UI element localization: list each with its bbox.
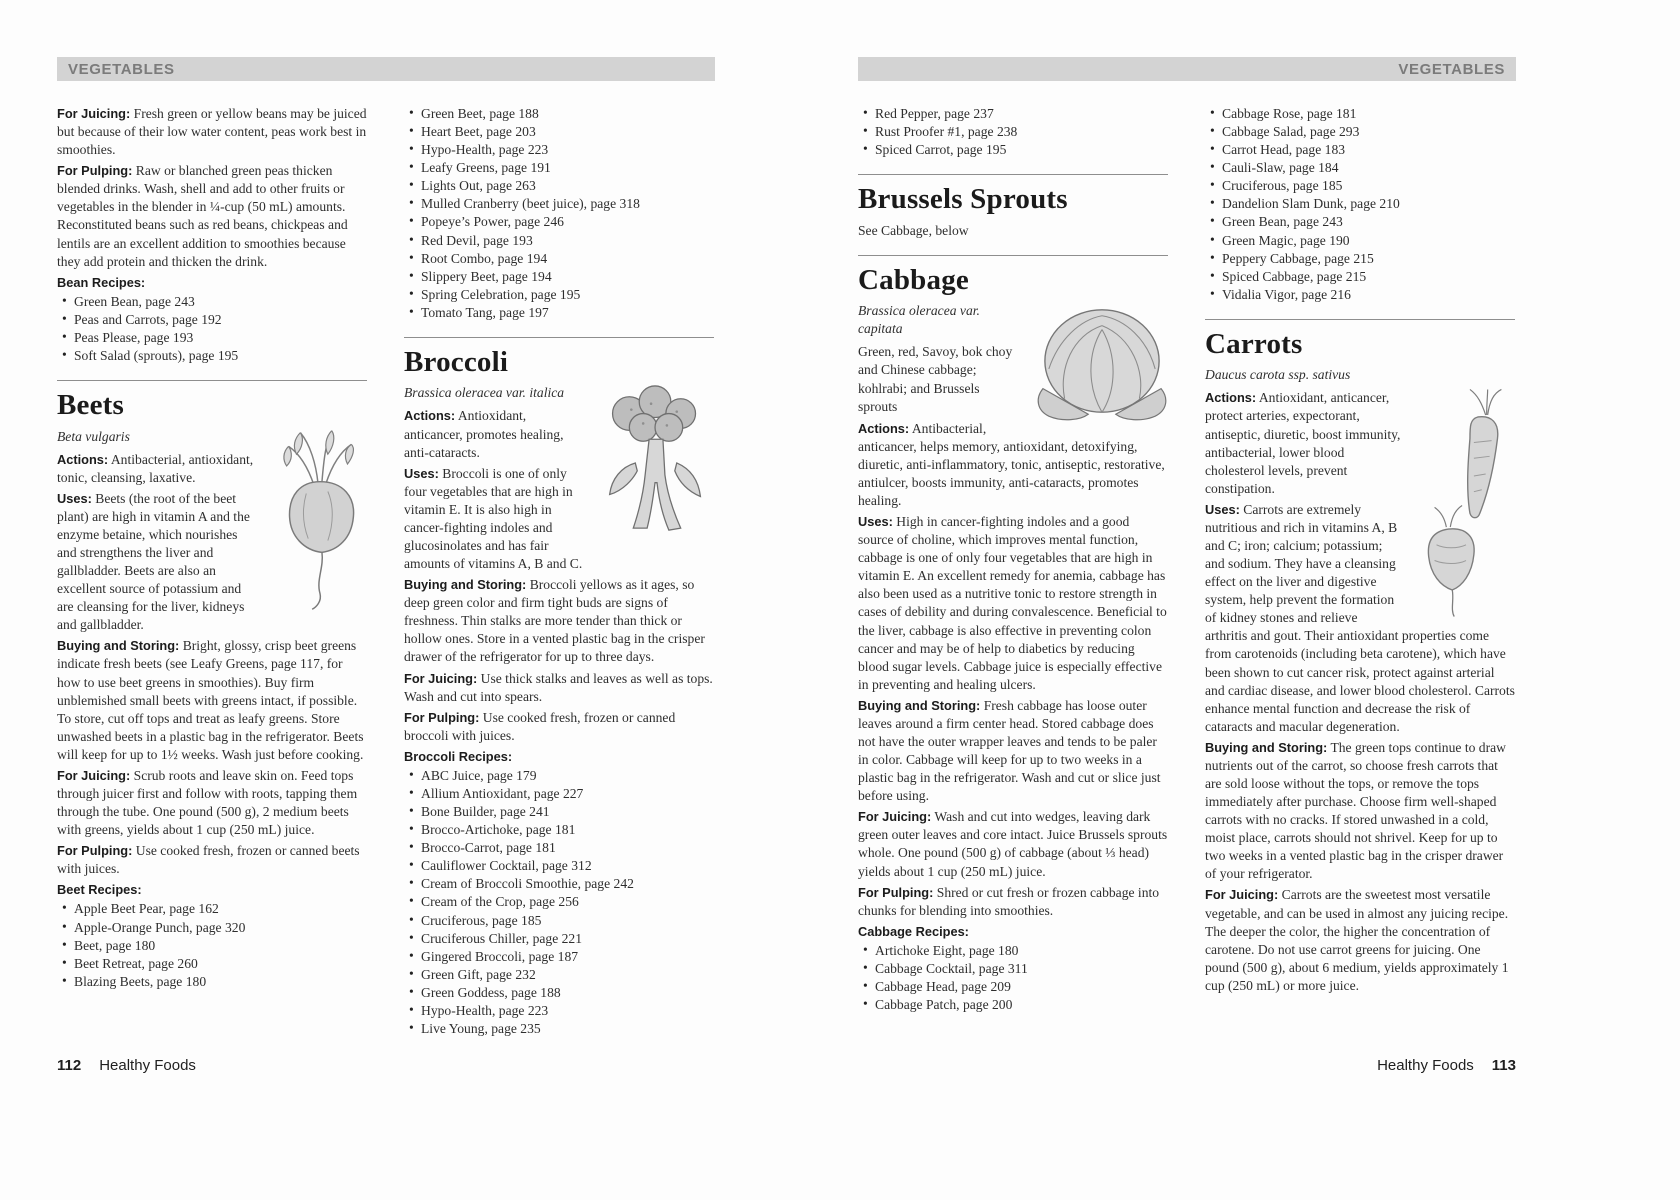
cabbage-actions-text: Antibacterial, anticancer, helps memory, antioxidant, detoxifying, diuretic, anti-inflammatory, tonic, antiseptic, restorative, antiulcer, boosts immunity, anti-cataracts, promotes healing. — [858, 420, 1165, 508]
left-running-head — [57, 57, 715, 81]
for-juicing-label: For Juicing: — [57, 767, 131, 783]
buying-label: Buying and Storing: — [404, 577, 527, 593]
broccoli-pulping-paragraph — [404, 709, 714, 745]
uses-label: Uses: — [57, 490, 92, 506]
left-book-title: Healthy Foods — [99, 1057, 196, 1074]
recipe-item: • Live Young, page 235 — [404, 1020, 714, 1038]
recipe-item: • Red Pepper, page 237 — [858, 105, 1168, 123]
cabbage-recipes-title: Cabbage Recipes: — [858, 923, 969, 939]
carrots-juicing-text: Carrots are the sweetest most versatile vegetable, and can be used in almost any juicing recipe. The deeper the color, the higher the concentration of carotene. Do not use carrot greens for juicing. One pound (500 g), about 6 medium, yields approximately 1 cup (250 mL) or more juice. — [1205, 887, 1509, 993]
recipe-item: • Bone Builder, page 241 — [404, 803, 714, 821]
beets-actions-text: Antibacterial, antioxidant, tonic, cleansing, laxative. — [57, 451, 254, 485]
right-running-head-title: VEGETABLES — [1398, 60, 1505, 78]
cabbage-latin: Brassica oleracea var. capitata — [858, 303, 980, 337]
beans-juicing-text: Fresh green or yellow beans may be juiced but because of their low water content, peas work best in smoothies. — [57, 106, 367, 158]
buying-label: Buying and Storing: — [858, 697, 981, 713]
broccoli-actions-text: Antioxidant, anticancer, promotes healing, anti-cataracts. — [404, 408, 564, 460]
recipe-item: • Dandelion Slam Dunk, page 210 — [1205, 195, 1515, 213]
recipe-item: • Mulled Cranberry (beet juice), page 318 — [404, 195, 714, 213]
recipe-item: • Cabbage Patch, page 200 — [858, 996, 1168, 1014]
beets-juicing-paragraph — [57, 767, 367, 839]
page-right — [858, 0, 1516, 1200]
recipe-item: • Tomato Tang, page 197 — [404, 304, 714, 322]
carrot-illustration — [1409, 387, 1525, 619]
broccoli-buying-paragraph — [404, 576, 714, 666]
recipe-item: • Artichoke Eight, page 180 — [858, 942, 1168, 960]
for-juicing-label: For Juicing: — [404, 670, 478, 686]
right-column-2 — [1205, 105, 1515, 1019]
recipe-item: • Spiced Cabbage, page 215 — [1205, 268, 1515, 286]
beans-pulping-text: Raw or blanched green peas thicken blended drinks. Wash, shell and add to other fruits or vegetables in the blender in ¼-cup (50 mL) amounts. Reconstituted beans such as red beans, chickpeas and lentils are an excellent addition to smoothies because they add protein and thicken the drink. — [57, 163, 348, 269]
cabbage-uses-text: High in cancer-fighting indoles and a good source of choline, which improves mental function, cabbage is one of only four vegetables that are high in vitamin E. An excellent remedy for anemia, cabbage has also been used as a nutritive tonic to restore strength in cases of debility and during convalescence. Beneficial to the liver, cabbage is also effective in preventing colon cancer and may be of help to diabetics by reducing blood sugar levels. Cabbage juice is especially effective in preventing and healing ulcers. — [858, 514, 1167, 692]
actions-label: Actions: — [57, 451, 109, 467]
recipe-item: • Apple-Orange Punch, page 320 — [57, 919, 367, 937]
recipe-item: • Soft Salad (sprouts), page 195 — [57, 347, 367, 365]
beets-latin: Beta vulgaris — [57, 428, 130, 444]
cabbage-uses-paragraph — [858, 513, 1168, 694]
recipe-item: • Cabbage Head, page 209 — [858, 978, 1168, 996]
for-pulping-label: For Pulping: — [858, 884, 934, 900]
right-running-head — [858, 57, 1516, 81]
recipe-item: • Hypo-Health, page 223 — [404, 141, 714, 159]
for-juicing-label: For Juicing: — [858, 809, 932, 825]
buying-label: Buying and Storing: — [1205, 739, 1328, 755]
carrots-buying-paragraph — [1205, 739, 1515, 884]
brussels-sprouts-note: See Cabbage, below — [858, 222, 969, 238]
broccoli-juicing-text: Use thick stalks and leaves as well as tops. Wash and cut into spears. — [404, 670, 713, 704]
recipe-item: • Green Bean, page 243 — [57, 293, 367, 311]
right-column-1 — [858, 105, 1168, 1019]
recipe-item: • Cruciferous, page 185 — [1205, 177, 1515, 195]
beet-recipes-title: Beet Recipes: — [57, 882, 142, 898]
recipe-item: • Apple Beet Pear, page 162 — [57, 900, 367, 918]
beets-buying-text: Bright, glossy, crisp beet greens indicate fresh beets (see Leafy Greens, page 117, for how to use beet greens in smoothies). Buy firm unblemished small beets with greens intact, if possible. To store, cut off tops and treat as leafy greens. Store unwashed beets in a plastic bag in the refrigerator. Beets will keep for up to 1½ weeks. Wash just before cooking. — [57, 638, 364, 762]
for-juicing-label: For Juicing: — [57, 106, 131, 121]
right-page-columns — [858, 105, 1516, 1019]
section-divider — [1205, 319, 1515, 320]
beet-recipes-list-part-1 — [57, 900, 367, 990]
left-running-head-title: VEGETABLES — [68, 60, 175, 78]
recipe-item: • Leafy Greens, page 191 — [404, 159, 714, 177]
carrots-latin: Daucus carota ssp. sativus — [1205, 367, 1351, 383]
recipe-item: • Cruciferous, page 185 — [404, 912, 714, 930]
recipe-item: • Gingered Broccoli, page 187 — [404, 948, 714, 966]
broccoli-juicing-paragraph — [404, 670, 714, 706]
section-divider — [858, 255, 1168, 256]
recipe-item: • Spring Celebration, page 195 — [404, 286, 714, 304]
beets-juicing-text: Scrub roots and leave skin on. Feed tops through juicer first and follow with roots, tapping them through the tube. One pound (500 g), 2 medium beets with greens, yields about 1 cup (250 mL) juice. — [57, 767, 358, 838]
cabbage-pulping-paragraph — [858, 884, 1168, 920]
actions-label: Actions: — [858, 420, 910, 436]
recipe-item: • Rust Proofer #1, page 238 — [858, 123, 1168, 141]
for-pulping-label: For Pulping: — [57, 843, 133, 859]
recipe-item: • Vidalia Vigor, page 216 — [1205, 286, 1515, 304]
cabbage-heading: Cabbage — [858, 263, 969, 296]
beets-buying-paragraph — [57, 637, 367, 764]
carrots-actions-text: Antioxidant, anticancer, protect arteries, expectorant, antiseptic, diuretic, boost immunity, antibacterial, lower blood cholesterol levels, prevent constipation. — [1205, 390, 1401, 496]
buying-label: Buying and Storing: — [57, 638, 180, 654]
right-page-number: 113 — [1491, 1057, 1516, 1074]
carrots-uses-text: Carrots are extremely nutritious and rich in vitamins A, B and C; iron; calcium; potassium; and sodium. They have a cleansing effect on the liver and digestive system, help prevent the formation of kidney stones and relieve arthritis and gout. Their antioxidant properties come from carotenoids (including beta carotene), which have been shown to cut cancer risk, protect against arterial and cardiac disease, and lower blood cholesterol. Carrots enhance mental function and decrease the risk of cataracts and macular degeneration. — [1205, 501, 1515, 734]
right-page-footer — [858, 1057, 1516, 1074]
cabbage-pulping-text: Shred or cut fresh or frozen cabbage into chunks for blending into smoothies. — [858, 884, 1160, 918]
recipe-item: • Green Goddess, page 188 — [404, 984, 714, 1002]
actions-label: Actions: — [404, 408, 456, 424]
beets-pulping-paragraph — [57, 842, 367, 878]
broccoli-uses-text: Broccoli is one of only four vegetables that are high in vitamin E. It is also high in cancer-fighting indoles and glucosinolates and has fair amounts of vitamins A, B and C. — [404, 465, 583, 572]
broccoli-heading: Broccoli — [404, 345, 509, 378]
recipe-item: • Peppery Cabbage, page 215 — [1205, 250, 1515, 268]
recipe-item: • Beet Retreat, page 260 — [57, 955, 367, 973]
recipe-item: • Peas and Carrots, page 192 — [57, 311, 367, 329]
recipe-item: • Spiced Carrot, page 195 — [858, 141, 1168, 159]
recipe-item: • Green Magic, page 190 — [1205, 232, 1515, 250]
section-divider — [57, 380, 367, 381]
left-page-footer — [57, 1057, 715, 1074]
cabbage-juicing-text: Wash and cut into wedges, leaving dark green outer leaves and core intact. Juice Brussels sprouts whole. One pound (500 g) of cabbage (about ⅓ head) yields about 1 cup (250 mL) juice. — [858, 809, 1168, 879]
left-page-number: 112 — [57, 1057, 82, 1074]
recipe-item: • Cruciferous Chiller, page 221 — [404, 930, 714, 948]
recipe-item: • Green Gift, page 232 — [404, 966, 714, 984]
cabbage-actions-paragraph — [858, 420, 1168, 510]
recipe-item: • Carrot Head, page 183 — [1205, 141, 1515, 159]
beets-heading: Beets — [57, 389, 125, 422]
for-pulping-label: For Pulping: — [57, 163, 133, 179]
left-column-1 — [57, 105, 367, 1043]
recipe-item: • Cauli-Slaw, page 184 — [1205, 159, 1515, 177]
beet-illustration — [267, 424, 373, 612]
left-page-columns — [57, 105, 715, 1043]
beans-juicing-paragraph — [57, 105, 367, 159]
carrots-juicing-paragraph — [1205, 886, 1515, 994]
for-pulping-label: For Pulping: — [404, 709, 480, 725]
for-juicing-label: For Juicing: — [1205, 887, 1279, 903]
recipe-item: • Blazing Beets, page 180 — [57, 973, 367, 991]
bean-recipes-list — [57, 293, 367, 365]
beets-uses-text: Beets (the root of the beet plant) are high in vitamin A and the enzyme betaine, which nourishes and strengthens the liver and gallbladder. Beets are also an excellent source of potassium and are cleansing for the liver, kidneys and gallbladder. — [57, 490, 250, 633]
page-left — [57, 0, 715, 1200]
beans-pulping-paragraph — [57, 162, 367, 270]
recipe-item: • Allium Antioxidant, page 227 — [404, 785, 714, 803]
recipe-item: • Hypo-Health, page 223 — [404, 1002, 714, 1020]
recipe-item: • Green Bean, page 243 — [1205, 213, 1515, 231]
broccoli-latin: Brassica oleracea var. italica — [404, 385, 565, 401]
recipe-item: • Peas Please, page 193 — [57, 329, 367, 347]
bean-recipes-title: Bean Recipes: — [57, 274, 146, 290]
uses-label: Uses: — [1205, 501, 1240, 517]
cabbage-buying-paragraph — [858, 697, 1168, 805]
cabbage-varieties: Green, red, Savoy, bok choy and Chinese cabbage; kohlrabi; and Brussels sprouts — [858, 344, 1013, 414]
broccoli-recipes-list-part-1 — [404, 767, 714, 1038]
recipe-item: • Cabbage Rose, page 181 — [1205, 105, 1515, 123]
recipe-item: • ABC Juice, page 179 — [404, 767, 714, 785]
recipe-item: • Slippery Beet, page 194 — [404, 268, 714, 286]
cabbage-buying-text: Fresh cabbage has loose outer leaves around a firm center head. Stored cabbage does not have the outer wrapper leaves and tends to be paler in color. Cabbage will keep for up to two weeks in a plastic bag in the refrigerator. Wash and cut or slice just before using. — [858, 697, 1161, 804]
uses-label: Uses: — [858, 514, 893, 530]
broccoli-buying-text: Broccoli yellows as it ages, so deep green color and firm tight buds are signs of freshness. Thin stalks are more tender than thick or hollow ones. Store in a vented plastic bag in the crisper drawer of the refrigerator for up to three days. — [404, 577, 705, 665]
right-book-title: Healthy Foods — [1377, 1057, 1474, 1074]
broccoli-recipes-list-part-2 — [858, 105, 1168, 159]
recipe-item: • Root Combo, page 194 — [404, 250, 714, 268]
carrots-heading: Carrots — [1205, 327, 1303, 360]
recipe-item: • Brocco-Artichoke, page 181 — [404, 821, 714, 839]
cabbage-recipes-list-part-2 — [1205, 105, 1515, 304]
actions-label: Actions: — [1205, 390, 1257, 406]
recipe-item: • Cauliflower Cocktail, page 312 — [404, 857, 714, 875]
cabbage-illustration — [1028, 300, 1176, 428]
brussels-sprouts-heading: Brussels Sprouts — [858, 183, 1068, 216]
recipe-item: • Cream of Broccoli Smoothie, page 242 — [404, 875, 714, 893]
beet-recipes-list-part-2 — [404, 105, 714, 322]
recipe-item: • Heart Beet, page 203 — [404, 123, 714, 141]
recipe-item: • Green Beet, page 188 — [404, 105, 714, 123]
beets-pulping-text: Use cooked fresh, frozen or canned beets with juices. — [57, 843, 360, 877]
carrots-buying-text: The green tops continue to draw nutrients out of the carrot, so choose fresh carrots that are sold loose without the tops, or remove the tops immediately after purchase. Choose firm well-shaped carrots with no cracks. If stored unwashed in a cold, moist place, carrots should not shrivel. Keep for up to two weeks in a vented plastic bag in the crisper drawer of your refrigerator. — [1205, 739, 1506, 882]
broccoli-illustration — [590, 380, 724, 538]
section-divider — [858, 174, 1168, 175]
recipe-item: • Lights Out, page 263 — [404, 177, 714, 195]
recipe-item: • Cream of the Crop, page 256 — [404, 893, 714, 911]
uses-label: Uses: — [404, 465, 439, 481]
recipe-item: • Beet, page 180 — [57, 937, 367, 955]
broccoli-pulping-text: Use cooked fresh, frozen or canned broccoli with juices. — [404, 709, 676, 743]
recipe-item: • Popeye’s Power, page 246 — [404, 213, 714, 231]
left-column-2 — [404, 105, 714, 1043]
recipe-item: • Red Devil, page 193 — [404, 232, 714, 250]
broccoli-recipes-title: Broccoli Recipes: — [404, 748, 513, 764]
recipe-item: • Cabbage Salad, page 293 — [1205, 123, 1515, 141]
recipe-item: • Cabbage Cocktail, page 311 — [858, 960, 1168, 978]
cabbage-recipes-list-part-1 — [858, 942, 1168, 1014]
section-divider — [404, 337, 714, 338]
cabbage-juicing-paragraph — [858, 808, 1168, 880]
recipe-item: • Brocco-Carrot, page 181 — [404, 839, 714, 857]
